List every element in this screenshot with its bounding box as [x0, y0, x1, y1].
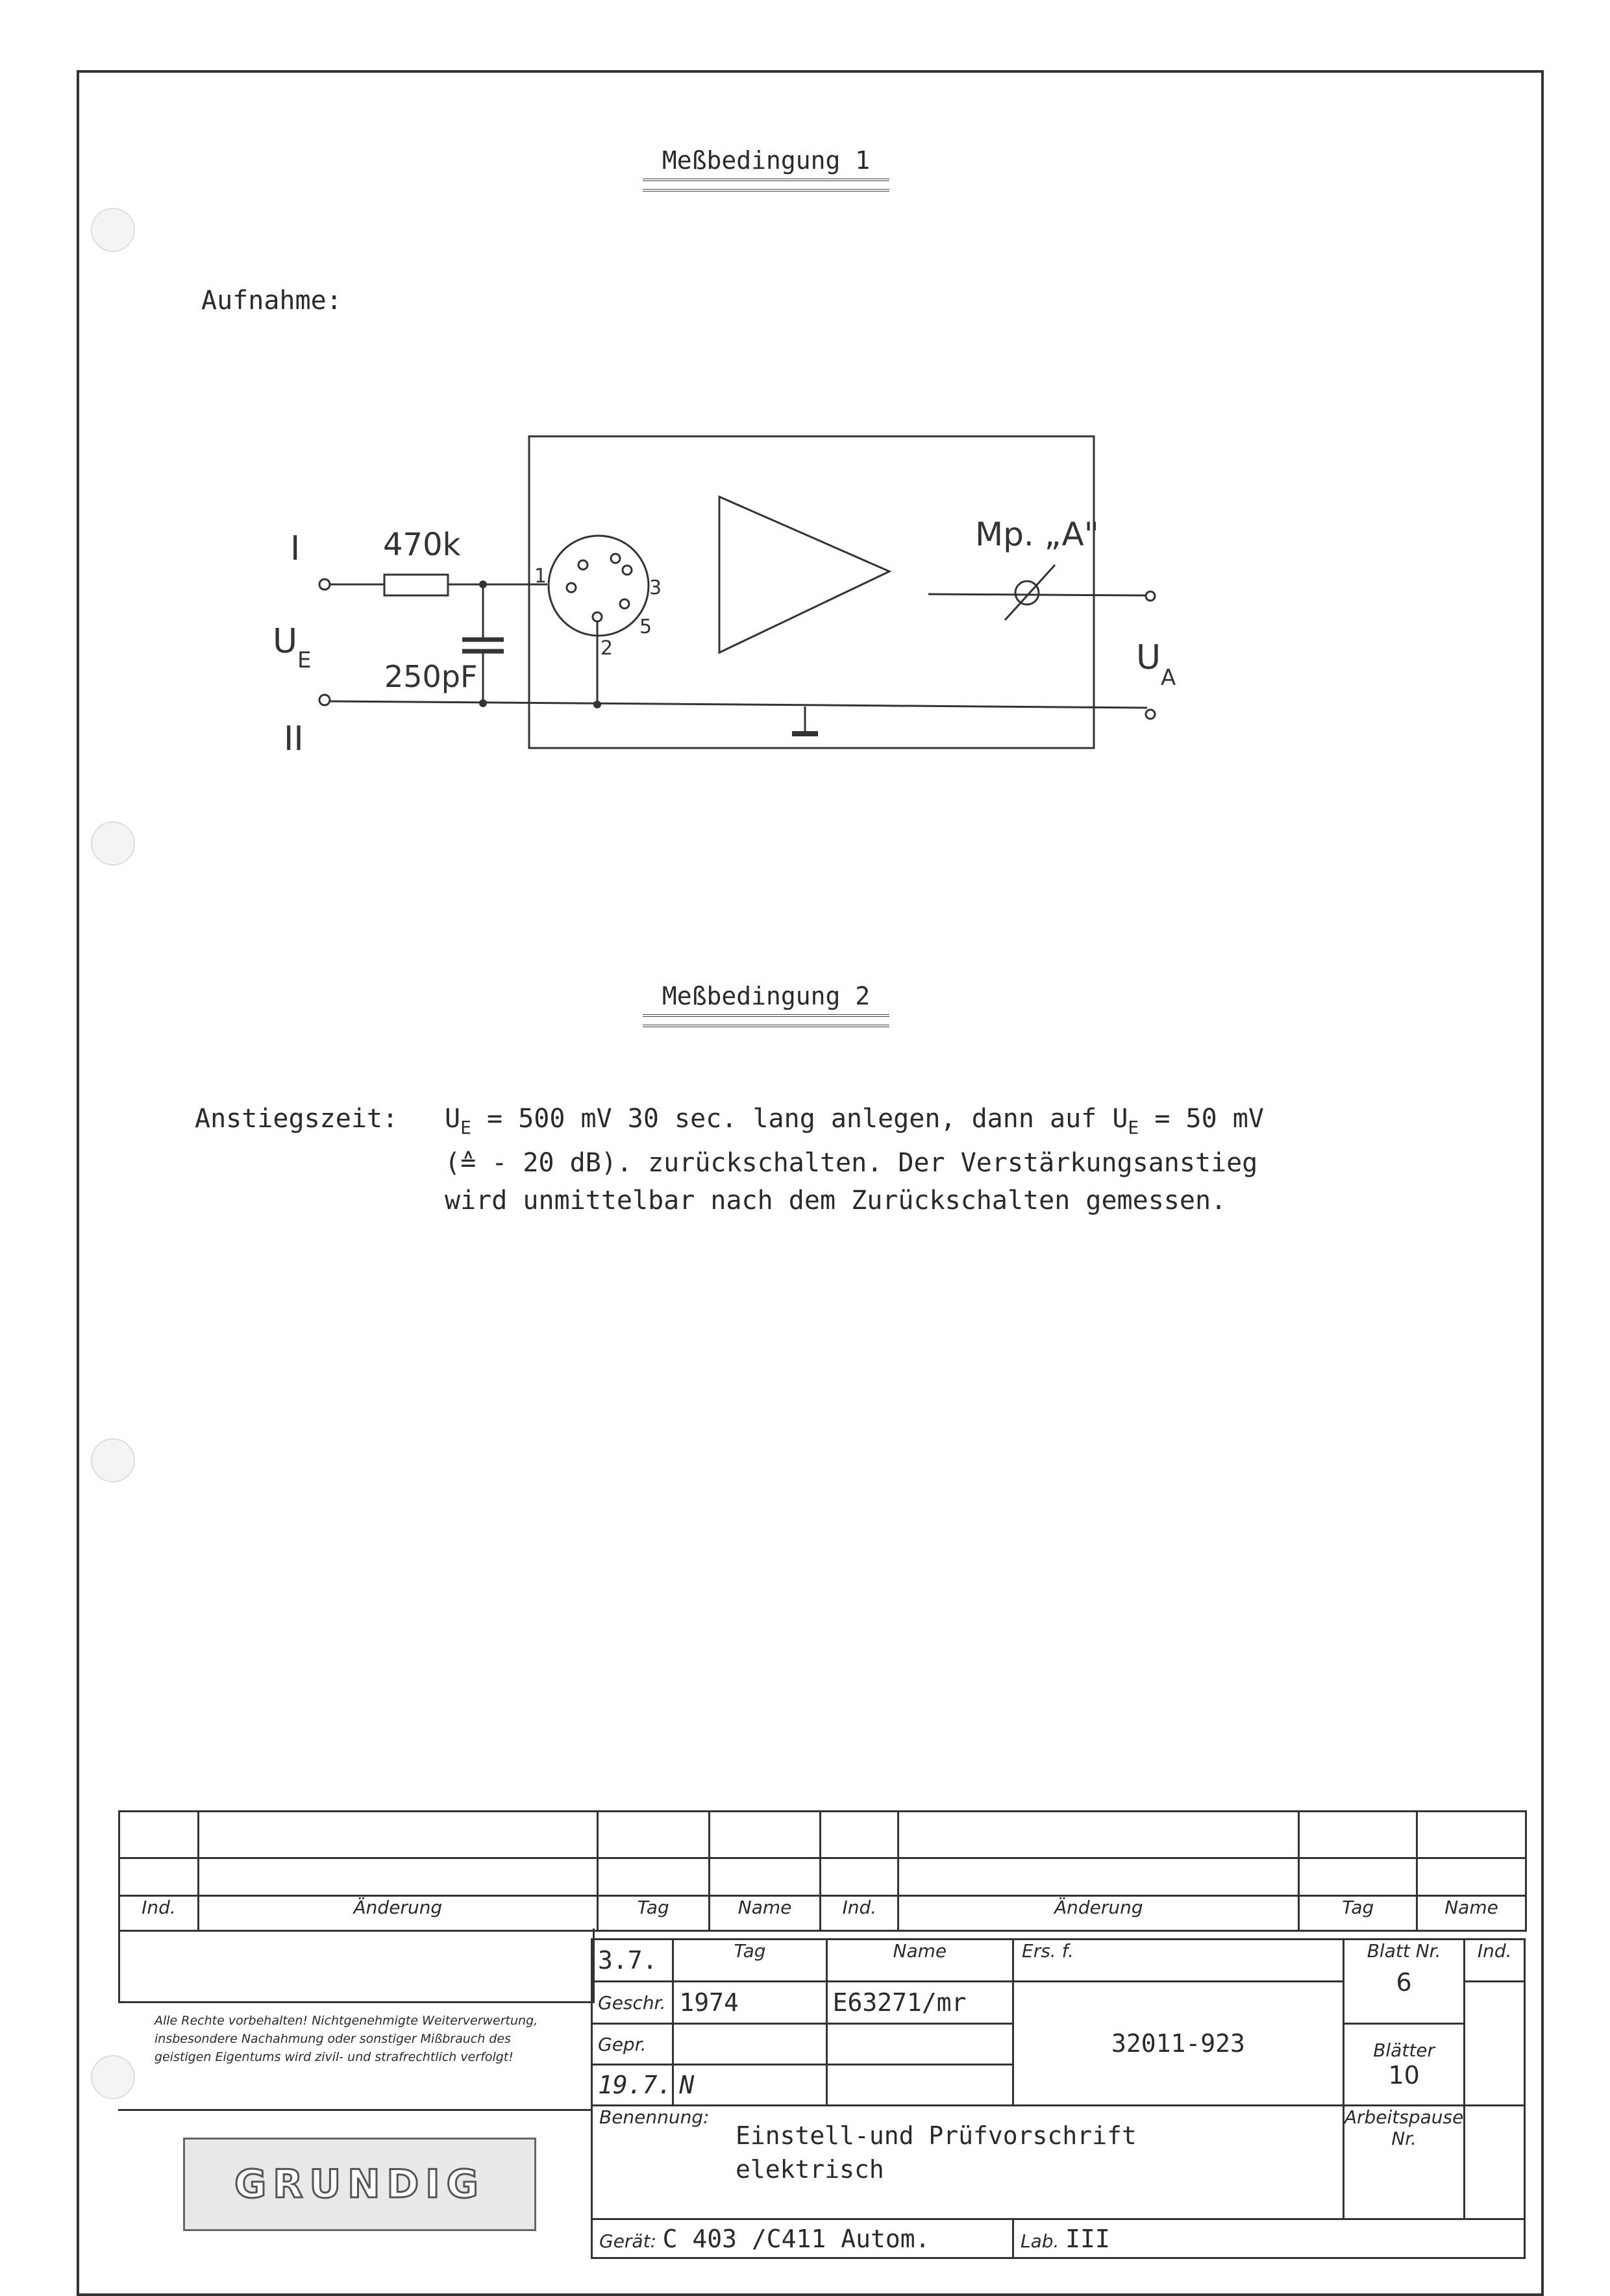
circuit-diagram	[260, 416, 1220, 766]
section2-line1: $U_E = 500$ mV 30 sec. lang anlegen, dann auf $U_E = 50$ mV	[445, 1104, 1264, 1138]
hdr-tag: Tag	[1299, 1896, 1417, 1931]
legal-notice: Alle Rechte vorbehalten! Nichtgenehmigte Weiterverwertung, insbesondere Nachahmung oder sonstiger Mißbrauch des geistigen Eigentums wird zivil- und strafrechtlich verfolgt!	[155, 2014, 538, 2064]
measure-point	[1015, 581, 1039, 605]
geschr-label: Geschr.	[592, 1982, 673, 2024]
hdr-tag: Tag	[597, 1896, 709, 1931]
section1-heading: Meßbedingung 1	[604, 146, 928, 192]
measure-point-label: Mp. „A"	[975, 516, 1099, 553]
doc-number: 32011-923	[1013, 1982, 1344, 2106]
pin-label: 1	[534, 565, 547, 588]
terminal-top-label: I	[290, 529, 301, 568]
resistor-label: 470k	[383, 527, 461, 563]
section2-label: Anstiegszeit:	[195, 1104, 399, 1134]
gepr-label: Gepr.	[592, 2024, 673, 2065]
terminal-bottom-label: II	[284, 719, 304, 758]
terminal-I	[319, 579, 330, 590]
ind-label: Ind.	[1465, 1940, 1525, 1982]
pin-label: 2	[601, 637, 613, 660]
hdr-ind: Ind.	[821, 1896, 898, 1931]
date-prefix: 3.7.	[592, 1940, 673, 1982]
input-voltage-label: U	[273, 622, 298, 661]
arbeitspause-label: Arbeitspause Nr.	[1343, 2106, 1465, 2219]
punch-hole	[91, 1438, 135, 1482]
pin-label: 5	[639, 616, 652, 638]
benennung-line1: Einstell-und Prüfvorschrift	[736, 2121, 1137, 2150]
punch-hole	[91, 821, 135, 866]
hdr-ind: Ind.	[119, 1896, 199, 1931]
geschr-year: 1974	[673, 1982, 826, 2024]
terminal-II	[319, 695, 330, 705]
grundig-logo: GRUNDIG	[183, 2138, 536, 2231]
signature: N	[673, 2065, 826, 2106]
hdr-aenderung: Änderung	[898, 1896, 1299, 1931]
amplifier-triangle	[719, 497, 889, 653]
geschr-name: E63271/mr	[826, 1982, 1013, 2024]
name-label: Name	[826, 1940, 1013, 1982]
section2-line3: wird unmittelbar nach dem Zurückschalten gemessen.	[445, 1186, 1227, 1216]
punch-hole	[91, 208, 135, 252]
geraet-cell: Gerät: C 403 /C411 Autom.	[592, 2219, 1013, 2258]
hdr-aenderung: Änderung	[198, 1896, 597, 1931]
hdr-name: Name	[1417, 1896, 1526, 1931]
punch-hole	[91, 2055, 135, 2099]
section2-heading: Meßbedingung 2	[604, 982, 928, 1027]
tag-label: Tag	[673, 1940, 826, 1982]
blaetter-cell: Blätter 10	[1343, 2024, 1465, 2106]
title-block	[591, 1938, 1526, 2259]
amplifier-housing	[529, 436, 1094, 748]
section2-line2: (≙ - 20 dB). zurückschalten. Der Verstärkungsanstieg	[445, 1148, 1258, 1178]
output-terminal-bottom	[1146, 710, 1155, 719]
capacitor-label: 250pF	[384, 659, 478, 694]
pin-label: 3	[649, 577, 662, 599]
revision-table	[118, 1810, 1527, 1932]
benennung-line2: elektrisch	[736, 2155, 884, 2184]
benennung-cell: Benennung: Einstell-und Prüfvorschrift elektrisch	[592, 2106, 1344, 2219]
lab-cell: Lab. III	[1013, 2219, 1525, 2258]
output-voltage-label: U	[1136, 638, 1161, 677]
hdr-name: Name	[709, 1896, 821, 1931]
output-terminal-top	[1146, 592, 1155, 601]
resistor	[384, 575, 448, 595]
blatt-cell: Blatt Nr. 6	[1343, 1940, 1465, 2024]
output-voltage-sub: A	[1161, 665, 1176, 691]
ers-label: Ers. f.	[1013, 1940, 1344, 1982]
input-voltage-sub: E	[297, 647, 312, 673]
section1-label: Aufnahme:	[201, 286, 342, 316]
gepr-date: 19.7.	[592, 2065, 673, 2106]
